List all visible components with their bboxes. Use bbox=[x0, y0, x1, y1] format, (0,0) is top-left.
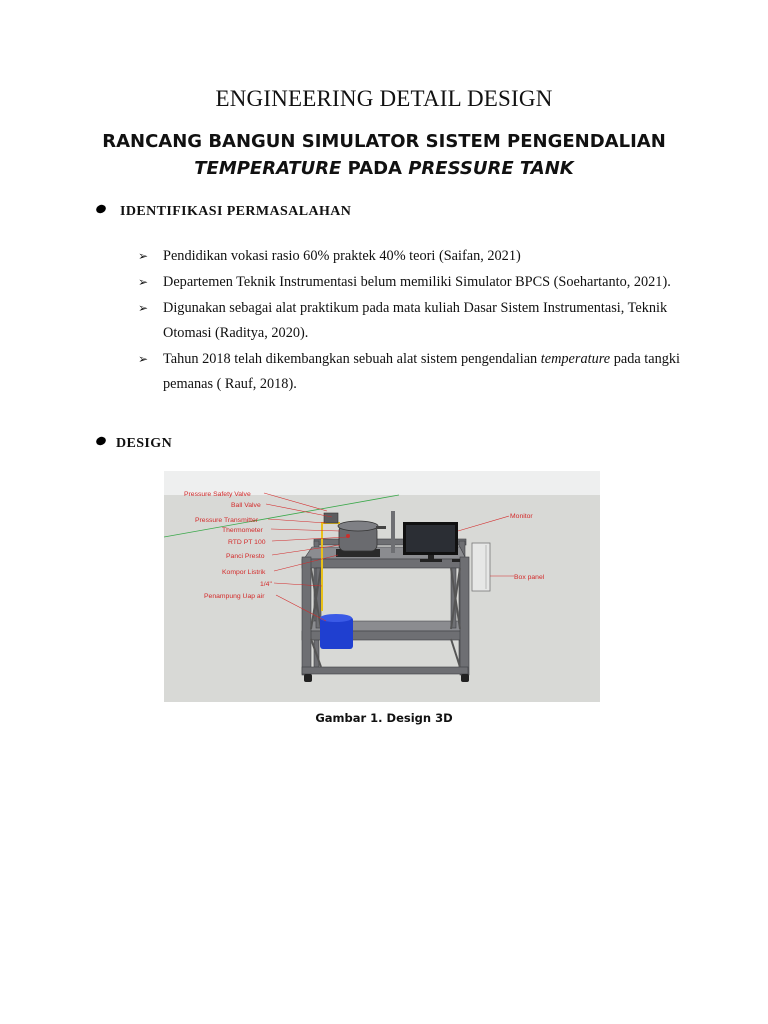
list-item-text-pre: Tahun 2018 telah dikembangkan sebuah alat sistem pengendalian bbox=[163, 351, 541, 367]
list-item-text: Pendidikan vokasi rasio 60% praktek 40% teori (Saifan, 2021) bbox=[163, 248, 521, 264]
label-box-panel: Box panel bbox=[514, 574, 545, 581]
design-3d-illustration bbox=[164, 471, 600, 702]
problem-list bbox=[138, 244, 698, 398]
title-italic-temperature: TEMPERATURE bbox=[194, 158, 342, 179]
list-item bbox=[138, 296, 698, 346]
title-italic-pressure-tank: PRESSURE TANK bbox=[408, 158, 574, 179]
design-3d-figure bbox=[164, 471, 600, 702]
arrow-bullet-icon: ➢ bbox=[138, 275, 149, 289]
list-item-text-post: pada tangki pemanas ( Rauf, 2018). bbox=[163, 351, 680, 392]
label-pressure-transmitter: Pressure Transmitter bbox=[195, 517, 259, 524]
document-header: ENGINEERING DETAIL DESIGN bbox=[215, 86, 553, 111]
list-item bbox=[138, 244, 698, 269]
bullet-dot-icon bbox=[95, 203, 107, 214]
label-thermometer: Thermometer bbox=[222, 527, 263, 534]
list-item-text: Digunakan sebagai alat praktikum pada mata kuliah Dasar Sistem Instrumentasi, Teknik Otomasi (Raditya, 2020). bbox=[163, 300, 668, 341]
label-penampung-uap-air: Penampung Uap air bbox=[204, 593, 265, 600]
label-kompor-listrik: Kompor Listrik bbox=[222, 569, 266, 576]
arrow-bullet-icon: ➢ bbox=[138, 249, 149, 263]
section-label: DESIGN bbox=[116, 436, 173, 451]
figure-caption: Gambar 1. Design 3D bbox=[315, 711, 453, 725]
document-title-line-1: RANCANG BANGUN SIMULATOR SISTEM PENGENDALIAN bbox=[102, 131, 666, 152]
section-label: IDENTIFIKASI PERMASALAHAN bbox=[120, 204, 352, 219]
label-pressure-safety-valve: Pressure Safety Valve bbox=[184, 491, 251, 498]
label-ball-valve: Ball Valve bbox=[231, 502, 261, 509]
list-item-text: Departemen Teknik Instrumentasi belum memiliki Simulator BPCS (Soehartanto, 2021). bbox=[163, 274, 671, 290]
list-item bbox=[138, 347, 698, 397]
bullet-dot-icon bbox=[95, 435, 107, 446]
arrow-bullet-icon: ➢ bbox=[138, 301, 149, 315]
label-rtd-pt-100: RTD PT 100 bbox=[228, 539, 266, 546]
label-quarter-inch: 1/4" bbox=[260, 581, 272, 588]
title-plain-pada: PADA bbox=[341, 158, 409, 179]
document-title-line-2 bbox=[0, 158, 768, 179]
list-item-text-italic: temperature bbox=[540, 351, 611, 367]
arrow-bullet-icon: ➢ bbox=[138, 352, 149, 366]
list-item bbox=[138, 270, 698, 295]
label-monitor: Monitor bbox=[510, 513, 533, 520]
label-panci-presto: Panci Presto bbox=[226, 553, 265, 560]
